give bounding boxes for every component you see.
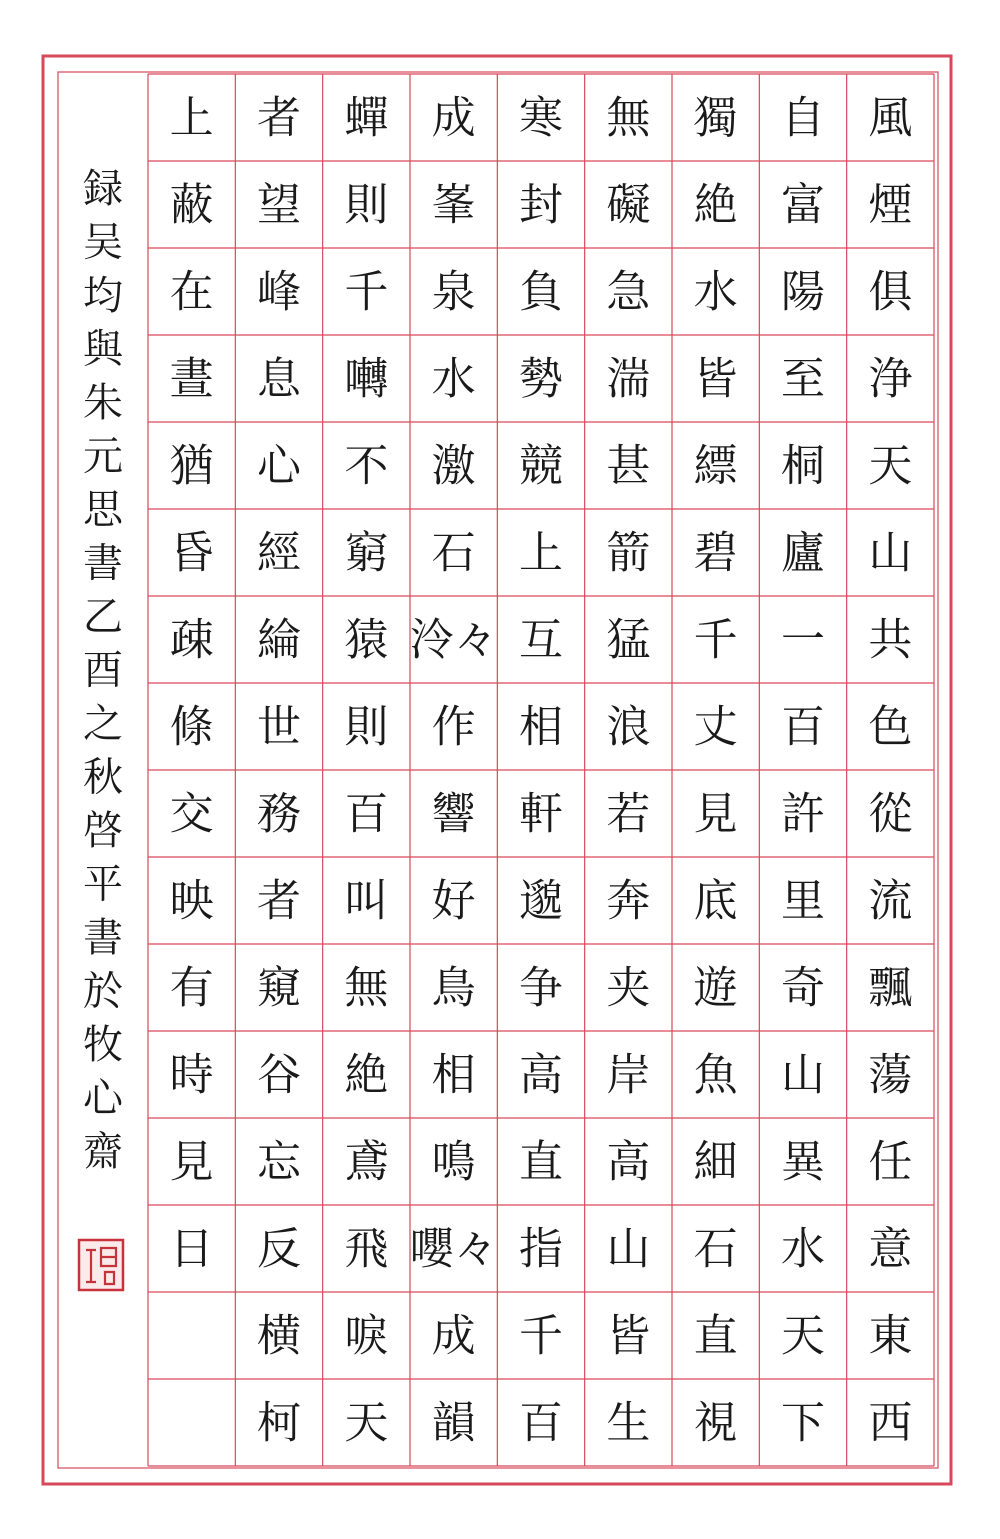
grid-character: 許 bbox=[781, 788, 825, 840]
grid-character: 意 bbox=[868, 1223, 913, 1275]
grid-character: 山 bbox=[781, 1049, 825, 1101]
grid-character: 飄 bbox=[868, 962, 913, 1014]
grid-character: 映 bbox=[169, 875, 214, 927]
grid-character: 縹 bbox=[693, 440, 738, 492]
grid-character: 直 bbox=[693, 1310, 738, 1362]
grid-character: 千 bbox=[693, 614, 738, 666]
grid-character: 鳥 bbox=[431, 962, 476, 1014]
grid-character: 綸 bbox=[257, 614, 301, 666]
grid-character: 則 bbox=[344, 701, 389, 753]
grid-character: 從 bbox=[868, 788, 913, 840]
inscription-character: 與 bbox=[83, 326, 123, 373]
grid-character: 直 bbox=[519, 1136, 563, 1188]
grid-character: 窺 bbox=[257, 962, 301, 1014]
grid-character: 無 bbox=[606, 92, 651, 144]
grid-character: 唳 bbox=[344, 1310, 389, 1362]
grid-character: 色 bbox=[868, 701, 913, 753]
grid-character: 晝 bbox=[169, 353, 214, 405]
grid-character: 浪 bbox=[606, 701, 651, 753]
grid-character: 任 bbox=[868, 1136, 913, 1188]
grid-character: 絶 bbox=[344, 1049, 389, 1101]
grid-character: 飛 bbox=[344, 1223, 389, 1275]
grid-character: 反 bbox=[257, 1223, 301, 1275]
grid-character: 者 bbox=[257, 875, 301, 927]
grid-character: 遊 bbox=[693, 962, 738, 1014]
grid-character: 水 bbox=[431, 353, 476, 405]
inscription-column bbox=[83, 166, 126, 1175]
grid-character: 山 bbox=[868, 527, 913, 579]
grid-character: 寒 bbox=[519, 92, 563, 144]
inscription-character: 平 bbox=[83, 861, 123, 908]
grid-character: 在 bbox=[169, 266, 214, 318]
grid-character: 心 bbox=[257, 440, 301, 492]
grid-character: 猶 bbox=[169, 440, 214, 492]
grid-character: 日 bbox=[169, 1223, 214, 1275]
grid-character: 絶 bbox=[693, 179, 738, 231]
grid-character: 急 bbox=[606, 266, 651, 318]
grid-character: 有 bbox=[169, 962, 214, 1014]
grid-character: 共 bbox=[868, 614, 913, 666]
grid-character: 奔 bbox=[606, 875, 651, 927]
grid-character: 陽 bbox=[781, 266, 825, 318]
grid-character: 水 bbox=[781, 1223, 825, 1275]
grid-character: 嚶々 bbox=[409, 1223, 498, 1275]
inscription-character: 朱 bbox=[83, 380, 123, 426]
inscription-character: 均 bbox=[83, 273, 123, 319]
grid-character: 至 bbox=[781, 353, 825, 405]
inscription-character: 吴 bbox=[83, 219, 123, 266]
grid-character: 好 bbox=[431, 875, 476, 927]
grid-character: 韻 bbox=[431, 1397, 476, 1449]
grid-character: 廬 bbox=[781, 527, 825, 579]
grid-character: 峯 bbox=[431, 179, 476, 231]
grid-character: 成 bbox=[431, 1310, 476, 1362]
grid-character: 天 bbox=[344, 1397, 389, 1449]
grid-character: 浄 bbox=[868, 353, 913, 405]
grid-character: 湍 bbox=[606, 353, 651, 405]
grid-character: 作 bbox=[431, 701, 476, 753]
grid-character: 負 bbox=[519, 266, 563, 318]
grid-character: 封 bbox=[519, 179, 563, 231]
grid-character: 奇 bbox=[781, 962, 825, 1014]
grid-character: 煙 bbox=[868, 179, 913, 231]
grid-character: 石 bbox=[431, 527, 476, 579]
grid-character: 昏 bbox=[169, 527, 214, 579]
grid-character: 横 bbox=[257, 1310, 301, 1362]
grid-character: 千 bbox=[519, 1310, 563, 1362]
grid-character: 望 bbox=[257, 179, 301, 231]
grid-character: 異 bbox=[781, 1136, 825, 1188]
grid-character: 俱 bbox=[868, 266, 913, 318]
grid-character: 天 bbox=[868, 440, 913, 492]
grid-character: 東 bbox=[868, 1310, 913, 1362]
grid-character: 勢 bbox=[519, 353, 563, 405]
inscription-character: 啓 bbox=[83, 808, 123, 854]
grid-character: 軒 bbox=[519, 788, 563, 840]
grid-character: 交 bbox=[169, 788, 214, 840]
grid-character: 甚 bbox=[606, 440, 651, 492]
inscription-character: 秋 bbox=[83, 754, 123, 801]
seal-stamp-icon bbox=[79, 1240, 123, 1290]
grid-character: 若 bbox=[606, 788, 651, 840]
grid-character: 條 bbox=[169, 701, 214, 753]
inscription-character: 思 bbox=[83, 487, 123, 533]
grid-character: 上 bbox=[169, 92, 214, 144]
grid-character: 猛 bbox=[606, 614, 651, 666]
grid-character: 競 bbox=[519, 440, 563, 492]
inscription-character: 酉 bbox=[83, 647, 123, 694]
grid-character: 百 bbox=[344, 788, 389, 840]
grid-character: 山 bbox=[606, 1223, 651, 1275]
grid-character: 高 bbox=[606, 1136, 651, 1188]
grid-character: 蟬 bbox=[344, 92, 389, 144]
inscription-character: 乙 bbox=[83, 594, 123, 640]
grid-character: 指 bbox=[519, 1223, 563, 1275]
grid-character: 千 bbox=[344, 266, 389, 318]
grid-character: 箭 bbox=[606, 527, 651, 579]
inscription-character: 書 bbox=[83, 915, 123, 961]
inscription-character: 録 bbox=[83, 166, 123, 212]
grid-character: 上 bbox=[519, 527, 563, 579]
grid-character: 西 bbox=[868, 1397, 913, 1449]
grid-character: 相 bbox=[519, 701, 563, 753]
grid-character: 見 bbox=[169, 1136, 214, 1188]
grid-character: 猿 bbox=[344, 614, 389, 666]
grid-character: 礙 bbox=[606, 179, 651, 231]
grid-character: 視 bbox=[693, 1397, 738, 1449]
grid-character: 激 bbox=[431, 440, 476, 492]
grid-character: 生 bbox=[606, 1397, 651, 1449]
grid-character: 叫 bbox=[344, 875, 389, 927]
grid-character: 魚 bbox=[693, 1049, 738, 1101]
grid-character: 時 bbox=[169, 1049, 214, 1101]
grid-character: 柯 bbox=[257, 1397, 301, 1449]
grid-character: 囀 bbox=[344, 353, 389, 405]
grid-character: 底 bbox=[693, 875, 738, 927]
grid-character: 風 bbox=[868, 92, 913, 144]
grid-character: 谷 bbox=[257, 1049, 301, 1101]
grid-character: 泠々 bbox=[409, 614, 498, 666]
grid-character: 務 bbox=[257, 788, 301, 840]
grid-character: 碧 bbox=[693, 527, 738, 579]
grid-character: 細 bbox=[693, 1136, 738, 1188]
grid-character: 息 bbox=[257, 353, 301, 405]
grid-character: 一 bbox=[781, 614, 825, 666]
grid-character: 百 bbox=[781, 701, 825, 753]
grid-character: 相 bbox=[431, 1049, 476, 1101]
grid-character: 無 bbox=[344, 962, 389, 1014]
grid-character: 邈 bbox=[519, 875, 563, 927]
inscription-character: 於 bbox=[83, 968, 123, 1015]
grid-character: 皆 bbox=[606, 1310, 651, 1362]
grid-character: 自 bbox=[781, 92, 825, 144]
grid-character: 世 bbox=[257, 701, 301, 753]
inscription-character: 之 bbox=[83, 701, 123, 747]
grid-character: 獨 bbox=[693, 92, 738, 144]
grid-character: 争 bbox=[519, 962, 563, 1014]
grid-character: 者 bbox=[257, 92, 301, 144]
grid-character: 丈 bbox=[693, 701, 738, 753]
grid-character: 則 bbox=[344, 179, 389, 231]
inscription-character: 牧 bbox=[83, 1022, 123, 1068]
grid-character: 窮 bbox=[344, 527, 389, 579]
grid-character: 成 bbox=[431, 92, 476, 144]
grid-character: 夹 bbox=[606, 962, 651, 1014]
inscription-character: 元 bbox=[83, 433, 123, 480]
grid-character: 蕩 bbox=[868, 1049, 913, 1101]
grid-character: 流 bbox=[868, 875, 913, 927]
grid-character: 皆 bbox=[693, 353, 738, 405]
grid-character: 見 bbox=[693, 788, 738, 840]
grid-character: 鳶 bbox=[344, 1136, 389, 1188]
grid-character: 高 bbox=[519, 1049, 563, 1101]
grid-character: 忘 bbox=[257, 1136, 301, 1188]
grid-character: 鳴 bbox=[431, 1136, 476, 1188]
grid-character: 石 bbox=[693, 1223, 738, 1275]
grid-character: 響 bbox=[431, 788, 476, 840]
grid-character: 水 bbox=[693, 266, 738, 318]
grid-character: 蔽 bbox=[169, 179, 214, 231]
grid-character: 天 bbox=[781, 1310, 825, 1362]
grid-character: 百 bbox=[519, 1397, 563, 1449]
grid-character: 經 bbox=[257, 527, 301, 579]
grid-character: 峰 bbox=[257, 266, 301, 318]
inscription-character: 心 bbox=[83, 1075, 123, 1122]
grid-character: 富 bbox=[781, 179, 825, 231]
inscription-character: 書 bbox=[83, 540, 123, 587]
grid-character: 里 bbox=[781, 875, 825, 927]
inscription-character: 齋 bbox=[83, 1129, 123, 1175]
grid-character: 岸 bbox=[606, 1049, 651, 1101]
grid-character: 不 bbox=[344, 440, 389, 492]
grid-character: 下 bbox=[781, 1397, 825, 1449]
grid-character: 泉 bbox=[431, 266, 476, 318]
grid-character: 疎 bbox=[169, 614, 214, 666]
grid-character: 互 bbox=[519, 614, 563, 666]
grid-character: 桐 bbox=[781, 440, 825, 492]
